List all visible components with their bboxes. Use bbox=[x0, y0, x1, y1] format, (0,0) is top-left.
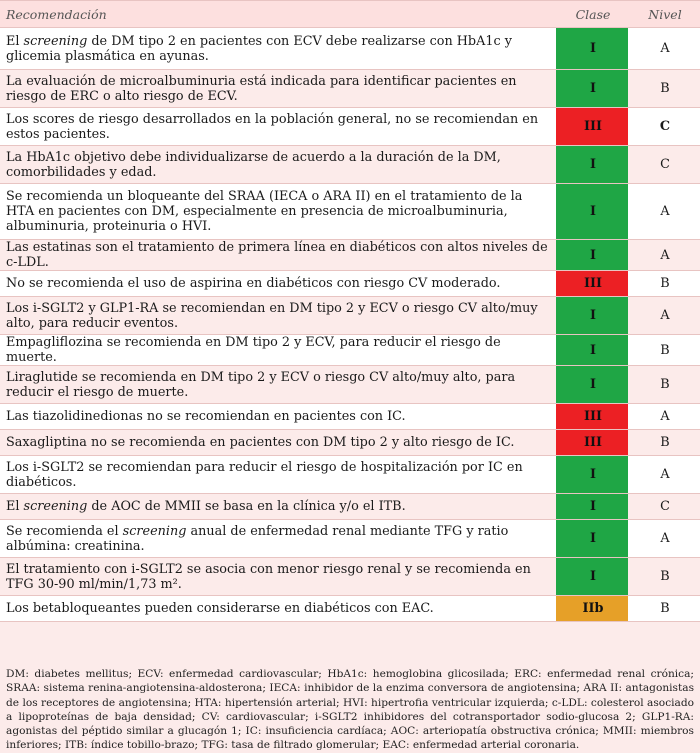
class-badge: I bbox=[556, 146, 628, 184]
table-row bbox=[0, 108, 700, 146]
class-badge: I bbox=[556, 456, 628, 494]
evidence-level: A bbox=[628, 404, 700, 430]
class-badge: I bbox=[556, 558, 628, 596]
table-header bbox=[0, 1, 700, 28]
table-row bbox=[0, 184, 700, 240]
recommendation-text: No se recomienda el uso de aspirina en diabéticos con riesgo CV moderado. bbox=[0, 271, 556, 297]
evidence-level: A bbox=[628, 297, 700, 335]
class-badge: III bbox=[556, 430, 628, 456]
recommendation-text: El screening de DM tipo 2 en pacientes con ECV debe realizarse con HbA1c y glicemia plasmática en ayunas. bbox=[0, 28, 556, 70]
recommendation-text: La evaluación de microalbuminuria está indicada para identificar pacientes en riesgo de ERC o alto riesgo de ECV. bbox=[0, 70, 556, 108]
table-row bbox=[0, 335, 700, 366]
table-row bbox=[0, 366, 700, 404]
class-badge: I bbox=[556, 297, 628, 335]
recommendation-text: Empagliflozina se recomienda en DM tipo 2 y ECV, para reducir el riesgo de muerte. bbox=[0, 335, 556, 366]
class-badge: I bbox=[556, 28, 628, 70]
table-row bbox=[0, 271, 700, 297]
table-row bbox=[0, 494, 700, 520]
table-row bbox=[0, 456, 700, 494]
abbreviations-footnote: DM: diabetes mellitus; ECV: enfermedad cardiovascular; HbA1c: hemoglobina glicosilada; ERC: enfermedad renal crónica; SRAA: sistema renina-angiotensina-aldosterona; IECA: inhibidor de la enzima conversora de angiotensina; ARA II: antagonistas de los receptores de angiotensina; HTA: hipertensión arterial; HVI: hipertrofia ventricular izquierda; c-LDL: colesterol asociado a lipoproteínas de baja densidad; CV: cardiovascular; i-SGLT2 inhibidores del cotransportador sodio-glucosa 2; GLP1-RA: agonistas del péptido similar a glucagón 1; IC: insuficiencia cardíaca; AOC: arteriopatía obstructiva crónica; MMII: miembros inferiores; ITB: índice tobillo-brazo; TFG: tasa de filtrado glomerular; EAC: enfermedad arterial coronaria. bbox=[0, 667, 700, 753]
class-badge: I bbox=[556, 520, 628, 558]
evidence-level: C bbox=[628, 146, 700, 184]
table-row bbox=[0, 240, 700, 271]
table-row bbox=[0, 520, 700, 558]
evidence-level: A bbox=[628, 28, 700, 70]
table-row bbox=[0, 596, 700, 622]
evidence-level: A bbox=[628, 520, 700, 558]
evidence-level: B bbox=[628, 430, 700, 456]
recommendation-text: Se recomienda el screening anual de enfermedad renal mediante TFG y ratio albúmina: creatinina. bbox=[0, 520, 556, 558]
evidence-level: C bbox=[628, 108, 700, 146]
evidence-level: C bbox=[628, 494, 700, 520]
class-badge: I bbox=[556, 184, 628, 240]
recommendation-text: Los i-SGLT2 y GLP1-RA se recomiendan en DM tipo 2 y ECV o riesgo CV alto/muy alto, para reducir eventos. bbox=[0, 297, 556, 335]
recommendation-text: Los i-SGLT2 se recomiendan para reducir el riesgo de hospitalización por IC en diabéticos. bbox=[0, 456, 556, 494]
recommendation-text: Se recomienda un bloqueante del SRAA (IECA o ARA II) en el tratamiento de la HTA en pacientes con DM, especialmente en presencia de microalbuminuria, albuminuria, proteinuria o HVI. bbox=[0, 184, 556, 240]
recommendation-text: El tratamiento con i-SGLT2 se asocia con menor riesgo renal y se recomienda en TFG 30-90 ml/min/1,73 m². bbox=[0, 558, 556, 596]
class-badge: I bbox=[556, 366, 628, 404]
class-badge: IIb bbox=[556, 596, 628, 622]
evidence-level: B bbox=[628, 335, 700, 366]
header-clase: Clase bbox=[556, 1, 628, 28]
class-badge: I bbox=[556, 494, 628, 520]
table-row bbox=[0, 558, 700, 596]
class-badge: I bbox=[556, 240, 628, 271]
recommendation-text: Las estatinas son el tratamiento de primera línea en diabéticos con altos niveles de c-LDL. bbox=[0, 240, 556, 271]
recommendation-text: Saxagliptina no se recomienda en pacientes con DM tipo 2 y alto riesgo de IC. bbox=[0, 430, 556, 456]
evidence-level: A bbox=[628, 456, 700, 494]
recommendation-text: El screening de AOC de MMII se basa en la clínica y/o el ITB. bbox=[0, 494, 556, 520]
header-nivel: Nivel bbox=[628, 1, 700, 28]
evidence-level: B bbox=[628, 558, 700, 596]
table-row bbox=[0, 404, 700, 430]
recommendation-text: La HbA1c objetivo debe individualizarse de acuerdo a la duración de la DM, comorbilidades y edad. bbox=[0, 146, 556, 184]
table-row bbox=[0, 297, 700, 335]
evidence-level: A bbox=[628, 240, 700, 271]
evidence-level: A bbox=[628, 184, 700, 240]
table-row bbox=[0, 70, 700, 108]
recommendation-text: Los scores de riesgo desarrollados en la población general, no se recomiendan en estos pacientes. bbox=[0, 108, 556, 146]
evidence-level: B bbox=[628, 366, 700, 404]
evidence-level: B bbox=[628, 271, 700, 297]
table-row bbox=[0, 28, 700, 70]
class-badge: I bbox=[556, 335, 628, 366]
evidence-level: B bbox=[628, 596, 700, 622]
recommendation-text: Las tiazolidinedionas no se recomiendan en pacientes con IC. bbox=[0, 404, 556, 430]
header-recomendacion: Recomendación bbox=[0, 1, 556, 28]
recommendation-text: Los betabloqueantes pueden considerarse en diabéticos con EAC. bbox=[0, 596, 556, 622]
evidence-level: B bbox=[628, 70, 700, 108]
class-badge: III bbox=[556, 108, 628, 146]
table-row bbox=[0, 146, 700, 184]
class-badge: III bbox=[556, 271, 628, 297]
table-row bbox=[0, 430, 700, 456]
class-badge: I bbox=[556, 70, 628, 108]
recommendation-text: Liraglutide se recomienda en DM tipo 2 y ECV o riesgo CV alto/muy alto, para reducir el riesgo de muerte. bbox=[0, 366, 556, 404]
class-badge: III bbox=[556, 404, 628, 430]
